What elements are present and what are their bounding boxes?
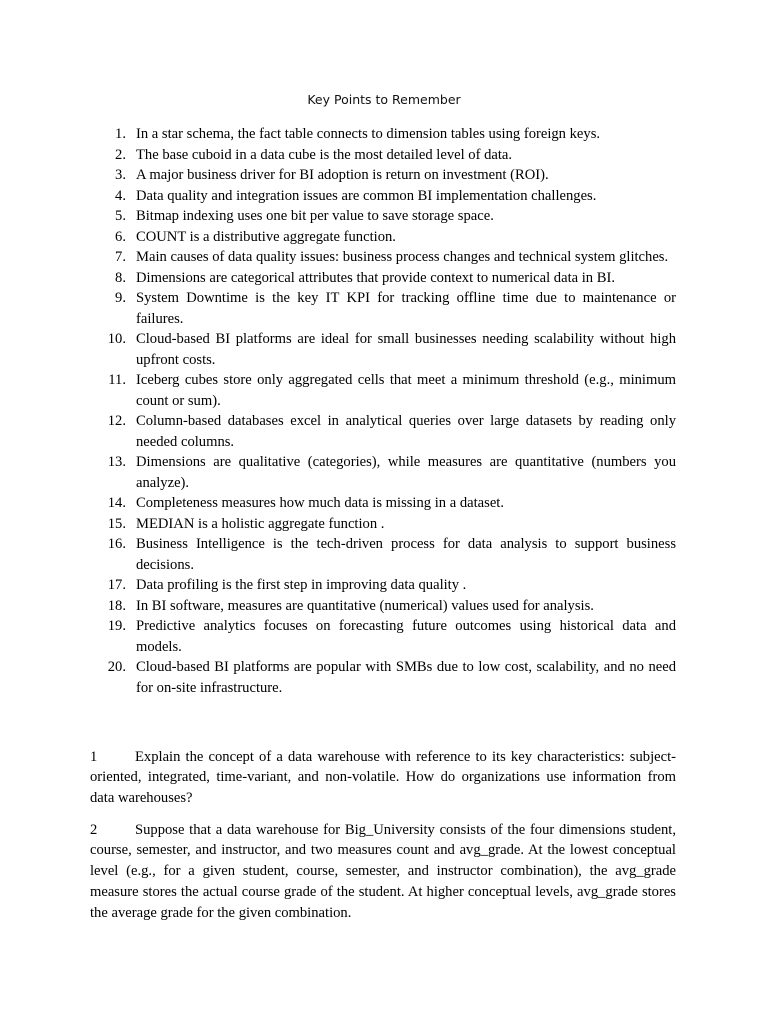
- list-item-text: Data profiling is the first step in improving data quality .: [136, 577, 467, 593]
- list-item-text: In BI software, measures are quantitative (numerical) values used for analysis.: [136, 597, 594, 614]
- list-item: [90, 124, 676, 145]
- list-item-text: Predictive analytics focuses on forecasting future outcomes using historical data and models.: [136, 618, 676, 655]
- list-item-text: Iceberg cubes store only aggregated cells that meet a minimum threshold (e.g., minimum count or sum).: [136, 372, 676, 409]
- list-item: [90, 452, 676, 493]
- list-item-number: 1.: [115, 126, 126, 142]
- list-item-text: Main causes of data quality issues: business process changes and technical system glitches.: [136, 249, 669, 265]
- list-item-text: Data quality and integration issues are common BI implementation challenges.: [136, 187, 597, 204]
- list-item: [90, 616, 676, 657]
- list-item-number: 8.: [115, 269, 126, 286]
- list-item: [90, 329, 676, 370]
- list-item-number: 9.: [115, 290, 126, 306]
- list-item: [90, 534, 676, 575]
- list-item-text: In a star schema, the fact table connects to dimension tables using foreign keys.: [136, 126, 601, 142]
- list-item-number: 18.: [107, 597, 126, 614]
- list-item-text: Business Intelligence is the tech-driven process for data analysis to support business decisions.: [136, 536, 676, 573]
- list-item: [90, 145, 676, 166]
- list-item-text: Cloud-based BI platforms are popular with SMBs due to low cost, scalability, and no need for on-site infrastructure.: [136, 659, 676, 696]
- question-2: [90, 820, 676, 924]
- question-text: Suppose that a data warehouse for Big_University consists of the four dimensions student, course, semester, and instructor, and two measures count and avg_grade. At the lowest conceptual level (e.g., for a given student, course, semester, and instructor combination), the avg_grade measure stores the actual course grade of the student. At higher conceptual levels, avg_grade stores the average grade for the given combination.: [90, 821, 676, 921]
- list-item-number: 19.: [107, 618, 126, 634]
- list-item: [90, 370, 676, 411]
- list-item-number: 14.: [107, 495, 126, 511]
- list-item-text: COUNT is a distributive aggregate function.: [136, 228, 396, 245]
- list-item: [90, 206, 676, 227]
- list-item-text: The base cuboid in a data cube is the most detailed level of data.: [136, 146, 513, 163]
- list-item-text: Cloud-based BI platforms are ideal for small businesses needing scalability without high upfront costs.: [136, 331, 676, 368]
- list-item-number: 2.: [115, 146, 126, 163]
- list-item-text: System Downtime is the key IT KPI for tracking offline time due to maintenance or failures.: [136, 290, 676, 327]
- list-item-number: 6.: [115, 228, 126, 245]
- list-item: [90, 657, 676, 698]
- list-item-number: 4.: [115, 187, 126, 204]
- key-points-list: [90, 124, 676, 698]
- list-item: [90, 575, 676, 596]
- list-item: [90, 493, 676, 514]
- question-number: 2: [90, 821, 98, 838]
- list-item-number: 13.: [107, 454, 126, 470]
- list-item-text: Dimensions are qualitative (categories), while measures are quantitative (numbers you analyze).: [136, 454, 676, 491]
- list-item: [90, 165, 676, 186]
- list-item: [90, 411, 676, 452]
- list-item-number: 11.: [108, 372, 126, 388]
- list-item-text: Column-based databases excel in analytical queries over large datasets by reading only needed columns.: [136, 413, 676, 450]
- list-item-number: 20.: [107, 659, 126, 675]
- list-item: [90, 227, 676, 248]
- question-text: Explain the concept of a data warehouse with reference to its key characteristics: subject-oriented, integrated, time-variant, and non-volatile. How do organizations use information from data warehouses?: [90, 748, 676, 807]
- list-item-number: 5.: [115, 208, 126, 224]
- list-item-text: Bitmap indexing uses one bit per value to save storage space.: [136, 208, 494, 224]
- list-item-number: 12.: [107, 413, 126, 429]
- list-item-number: 7.: [115, 249, 126, 265]
- list-item: [90, 268, 676, 289]
- question-number: 1: [90, 748, 98, 765]
- list-item-number: 3.: [115, 167, 126, 183]
- list-item: [90, 186, 676, 207]
- page-title: Key Points to Remember: [307, 92, 461, 107]
- list-item-text: Dimensions are categorical attributes that provide context to numerical data in BI.: [136, 269, 615, 286]
- list-item-number: 15.: [107, 515, 126, 532]
- list-item: [90, 288, 676, 329]
- list-item-text: MEDIAN is a holistic aggregate function .: [136, 515, 385, 532]
- list-item: [90, 514, 676, 535]
- question-1: [90, 747, 676, 809]
- list-item: [90, 596, 676, 617]
- list-item-text: A major business driver for BI adoption is return on investment (ROI).: [136, 167, 549, 183]
- list-item-number: 17.: [107, 577, 126, 593]
- list-item-text: Completeness measures how much data is missing in a dataset.: [136, 495, 505, 511]
- list-item: [90, 247, 676, 268]
- list-item-number: 16.: [107, 536, 126, 552]
- list-item-number: 10.: [107, 331, 126, 347]
